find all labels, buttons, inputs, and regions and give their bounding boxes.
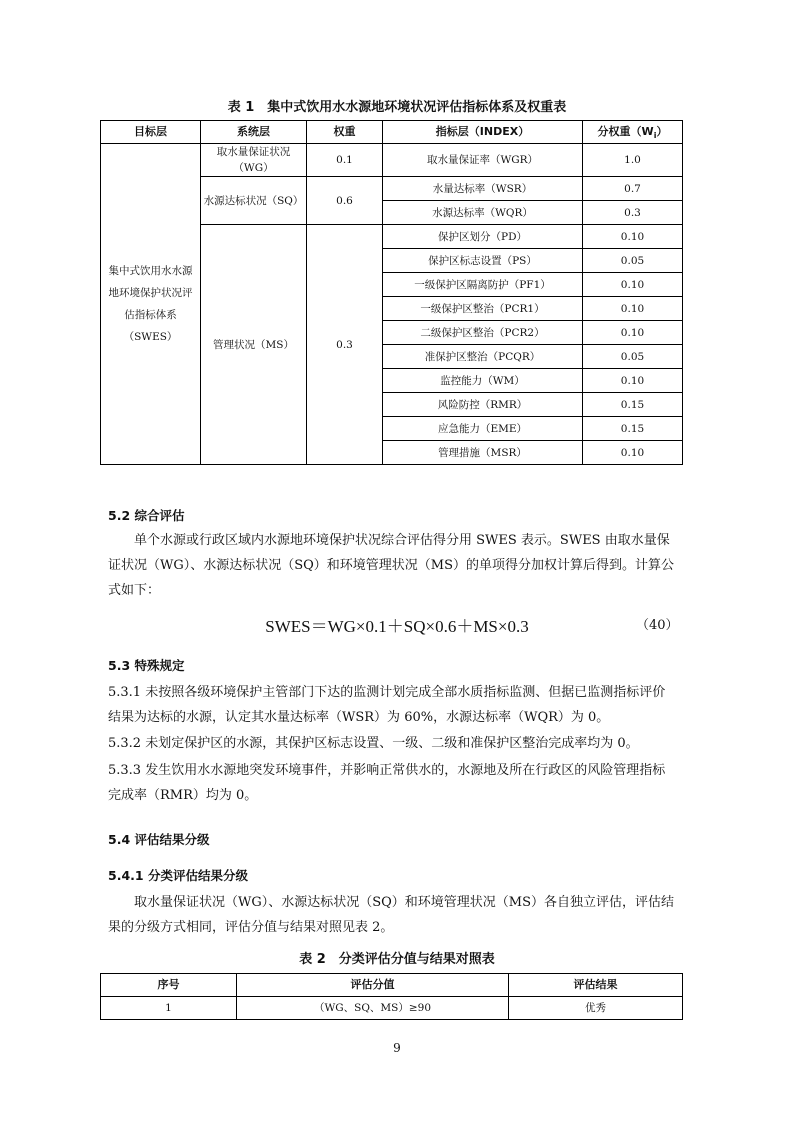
header-target-layer: 目标层 (101, 121, 201, 144)
indicator-weight-cell: 0.7 (583, 177, 683, 201)
indicator-cell: 取水量保证率（WGR） (383, 144, 583, 177)
system-weight-cell: 0.3 (307, 225, 383, 465)
indicator-cell: 保护区标志设置（PS） (383, 249, 583, 273)
page-number: 9 (393, 1041, 401, 1055)
indicator-weight-cell: 0.10 (583, 321, 683, 345)
indicator-weight-cell: 0.10 (583, 273, 683, 297)
indicator-weight-cell: 0.15 (583, 393, 683, 417)
table-row (101, 144, 683, 177)
header-index-layer: 指标层（INDEX） (383, 121, 583, 144)
section-5-2-paragraph: 单个水源或行政区域内水源地环境保护状况综合评估得分用 SWES 表示。SWES 由取水量保证状况（WG）、水源达标状况（SQ）和环境管理状况（MS）的单项得分加权计算后得到。计算公式如下： (108, 533, 675, 598)
indicator-cell: 监控能力（WM） (383, 369, 583, 393)
indicator-cell: 准保护区整治（PCQR） (383, 345, 583, 369)
indicator-weight-cell: 0.05 (583, 249, 683, 273)
indicator-weight-cell: 0.15 (583, 417, 683, 441)
indicator-weight-cell: 0.10 (583, 225, 683, 249)
header-sub-weight: 分权重$(W_i)$ (583, 121, 683, 144)
clause-5-3-2: 5.3.2 未划定保护区的水源，其保护区标志设置、一级、二级和准保护区整治完成率均为 0。 (108, 736, 639, 751)
result-cell: 优秀 (509, 997, 683, 1020)
section-5-2-heading: 5.2 综合评估 (108, 508, 185, 523)
indicator-weight-cell: 0.10 (583, 441, 683, 465)
header-number: 序号 (101, 974, 237, 997)
table-row (101, 997, 683, 1020)
indicator-weight-cell: 0.05 (583, 345, 683, 369)
indicator-cell: 一级保护区隔离防护（PF1） (383, 273, 583, 297)
system-cell: 水源达标状况（SQ） (201, 177, 307, 225)
section-5-4-1-heading: 5.4.1 分类评估结果分级 (108, 868, 248, 883)
indicator-cell: 应急能力（EME） (383, 417, 583, 441)
indicator-weight-cell: 0.10 (583, 369, 683, 393)
clause-5-3-1: 5.3.1 未按照各级环境保护主管部门下达的监测计划完成全部水质指标监测、但据已监测指标评价结果为达标的水源，认定其水量达标率（WSR）为 60%，水源达标率（WQR）为 0。 (108, 685, 666, 725)
indicator-cell: 二级保护区整治（PCR2） (383, 321, 583, 345)
indicator-weight-cell: 0.10 (583, 297, 683, 321)
table2-caption: 表 2 分类评估分值与结果对照表 (299, 952, 495, 967)
number-cell: 1 (101, 997, 237, 1020)
indicator-cell: 水量达标率（WSR） (383, 177, 583, 201)
clause-5-3-3: 5.3.3 发生饮用水水源地突发环境事件，并影响正常供水的，水源地及所在行政区的风险管理指标完成率（RMR）均为 0。 (108, 763, 666, 803)
system-weight-cell: 0.6 (307, 177, 383, 225)
score-result-table (100, 973, 683, 1020)
indicator-weight-cell: 0.3 (583, 201, 683, 225)
indicator-cell: 保护区划分（PD） (383, 225, 583, 249)
system-weight-cell: 0.1 (307, 144, 383, 177)
indicator-cell: 管理措施（MSR） (383, 441, 583, 465)
indicator-cell: 风险防控（RMR） (383, 393, 583, 417)
score-cell: （WG、SQ、MS）≥90 (237, 997, 509, 1020)
indicator-weight-cell: 1.0 (583, 144, 683, 177)
header-result: 评估结果 (509, 974, 683, 997)
indicator-cell: 一级保护区整治（PCR1） (383, 297, 583, 321)
system-cell: 管理状况（MS） (201, 225, 307, 465)
indicator-weight-table (100, 120, 683, 465)
header-weight: 权重 (307, 121, 383, 144)
target-layer-cell: 集中式饮用水水源地环境保护状况评估指标体系（SWES） (101, 144, 201, 465)
table1-caption: 表 1 集中式饮用水水源地环境状况评估指标体系及权重表 (227, 100, 567, 115)
section-5-4-1-paragraph: 取水量保证状况（WG）、水源达标状况（SQ）和环境管理状况（MS）各自独立评估，评估结果的分级方式相同，评估分值与结果对照见表 2。 (108, 895, 675, 935)
table-header-row (101, 121, 683, 144)
header-system-layer: 系统层 (201, 121, 307, 144)
formula-number: （40） (636, 618, 679, 633)
section-5-3-heading: 5.3 特殊规定 (108, 658, 185, 673)
section-5-4-heading: 5.4 评估结果分级 (108, 832, 210, 847)
system-cell: 取水量保证状况（WG） (201, 144, 307, 177)
indicator-cell: 水源达标率（WQR） (383, 201, 583, 225)
header-score: 评估分值 (237, 974, 509, 997)
swes-formula: SWES＝WG×0.1＋SQ×0.6＋MS×0.3 (265, 617, 529, 636)
table-header-row (101, 974, 683, 997)
